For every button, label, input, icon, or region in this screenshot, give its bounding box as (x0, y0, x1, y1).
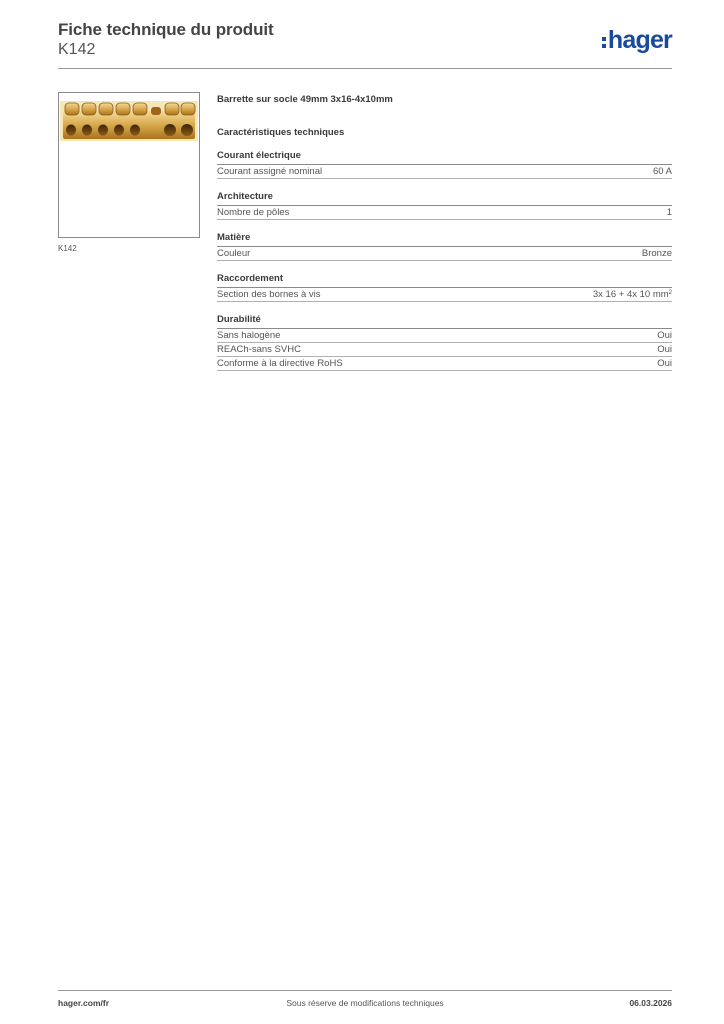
group-title: Raccordement (217, 273, 672, 288)
spec-value: 60 A (652, 166, 672, 177)
product-image-frame (58, 92, 200, 238)
page-title: Fiche technique du produit (58, 20, 274, 39)
product-reference: K142 (58, 41, 96, 58)
spec-label: Courant assigné nominal (217, 166, 323, 177)
spec-content (217, 94, 672, 371)
spec-row (217, 247, 672, 261)
group-title: Durabilité (217, 314, 672, 329)
product-description: Barrette sur socle 49mm 3x16-4x10mm (217, 94, 393, 105)
spec-row (217, 357, 672, 371)
spec-value (593, 289, 672, 300)
spec-group-material (217, 232, 672, 261)
spec-label: Conforme à la directive RoHS (217, 358, 343, 369)
group-title: Courant électrique (217, 150, 672, 165)
spec-row (217, 288, 672, 302)
logo-dots-icon (602, 37, 606, 48)
spec-group-connection (217, 273, 672, 302)
spec-label: Section des bornes à vis (217, 289, 321, 300)
spec-label: REACh-sans SVHC (217, 344, 301, 355)
group-title: Architecture (217, 191, 672, 206)
spec-group-architecture (217, 191, 672, 220)
spec-row (217, 165, 672, 179)
spec-value: Oui (657, 358, 672, 369)
footer-date: 06.03.2026 (629, 998, 672, 1008)
spec-row (217, 206, 672, 220)
spec-row (217, 329, 672, 343)
spec-value: Bronze (641, 248, 672, 259)
spec-value: 1 (666, 207, 672, 218)
header-divider (58, 68, 672, 69)
product-image (59, 97, 199, 145)
spec-label: Couleur (217, 248, 251, 259)
spec-group-electrical (217, 150, 672, 179)
spec-value: Oui (657, 330, 672, 341)
spec-value-text: 3x 16 + 4x 10 mm (592, 289, 669, 300)
section-title: Caractéristiques techniques (217, 127, 345, 138)
logo-text: hager (607, 26, 672, 54)
group-title: Matière (217, 232, 672, 247)
spec-label: Nombre de pôles (217, 207, 290, 218)
spec-label: Sans halogène (217, 330, 281, 341)
spec-group-durability (217, 314, 672, 371)
spec-value: Oui (657, 344, 672, 355)
spec-row (217, 343, 672, 357)
image-caption: K142 (58, 244, 77, 253)
hager-logo[interactable] (602, 26, 672, 55)
page-header (58, 20, 672, 59)
footer-disclaimer: Sous réserve de modifications techniques (286, 998, 444, 1008)
unit-superscript: 2 (668, 290, 672, 296)
footer-website-link[interactable]: hager.com/fr (58, 998, 110, 1008)
footer-divider (58, 990, 672, 991)
